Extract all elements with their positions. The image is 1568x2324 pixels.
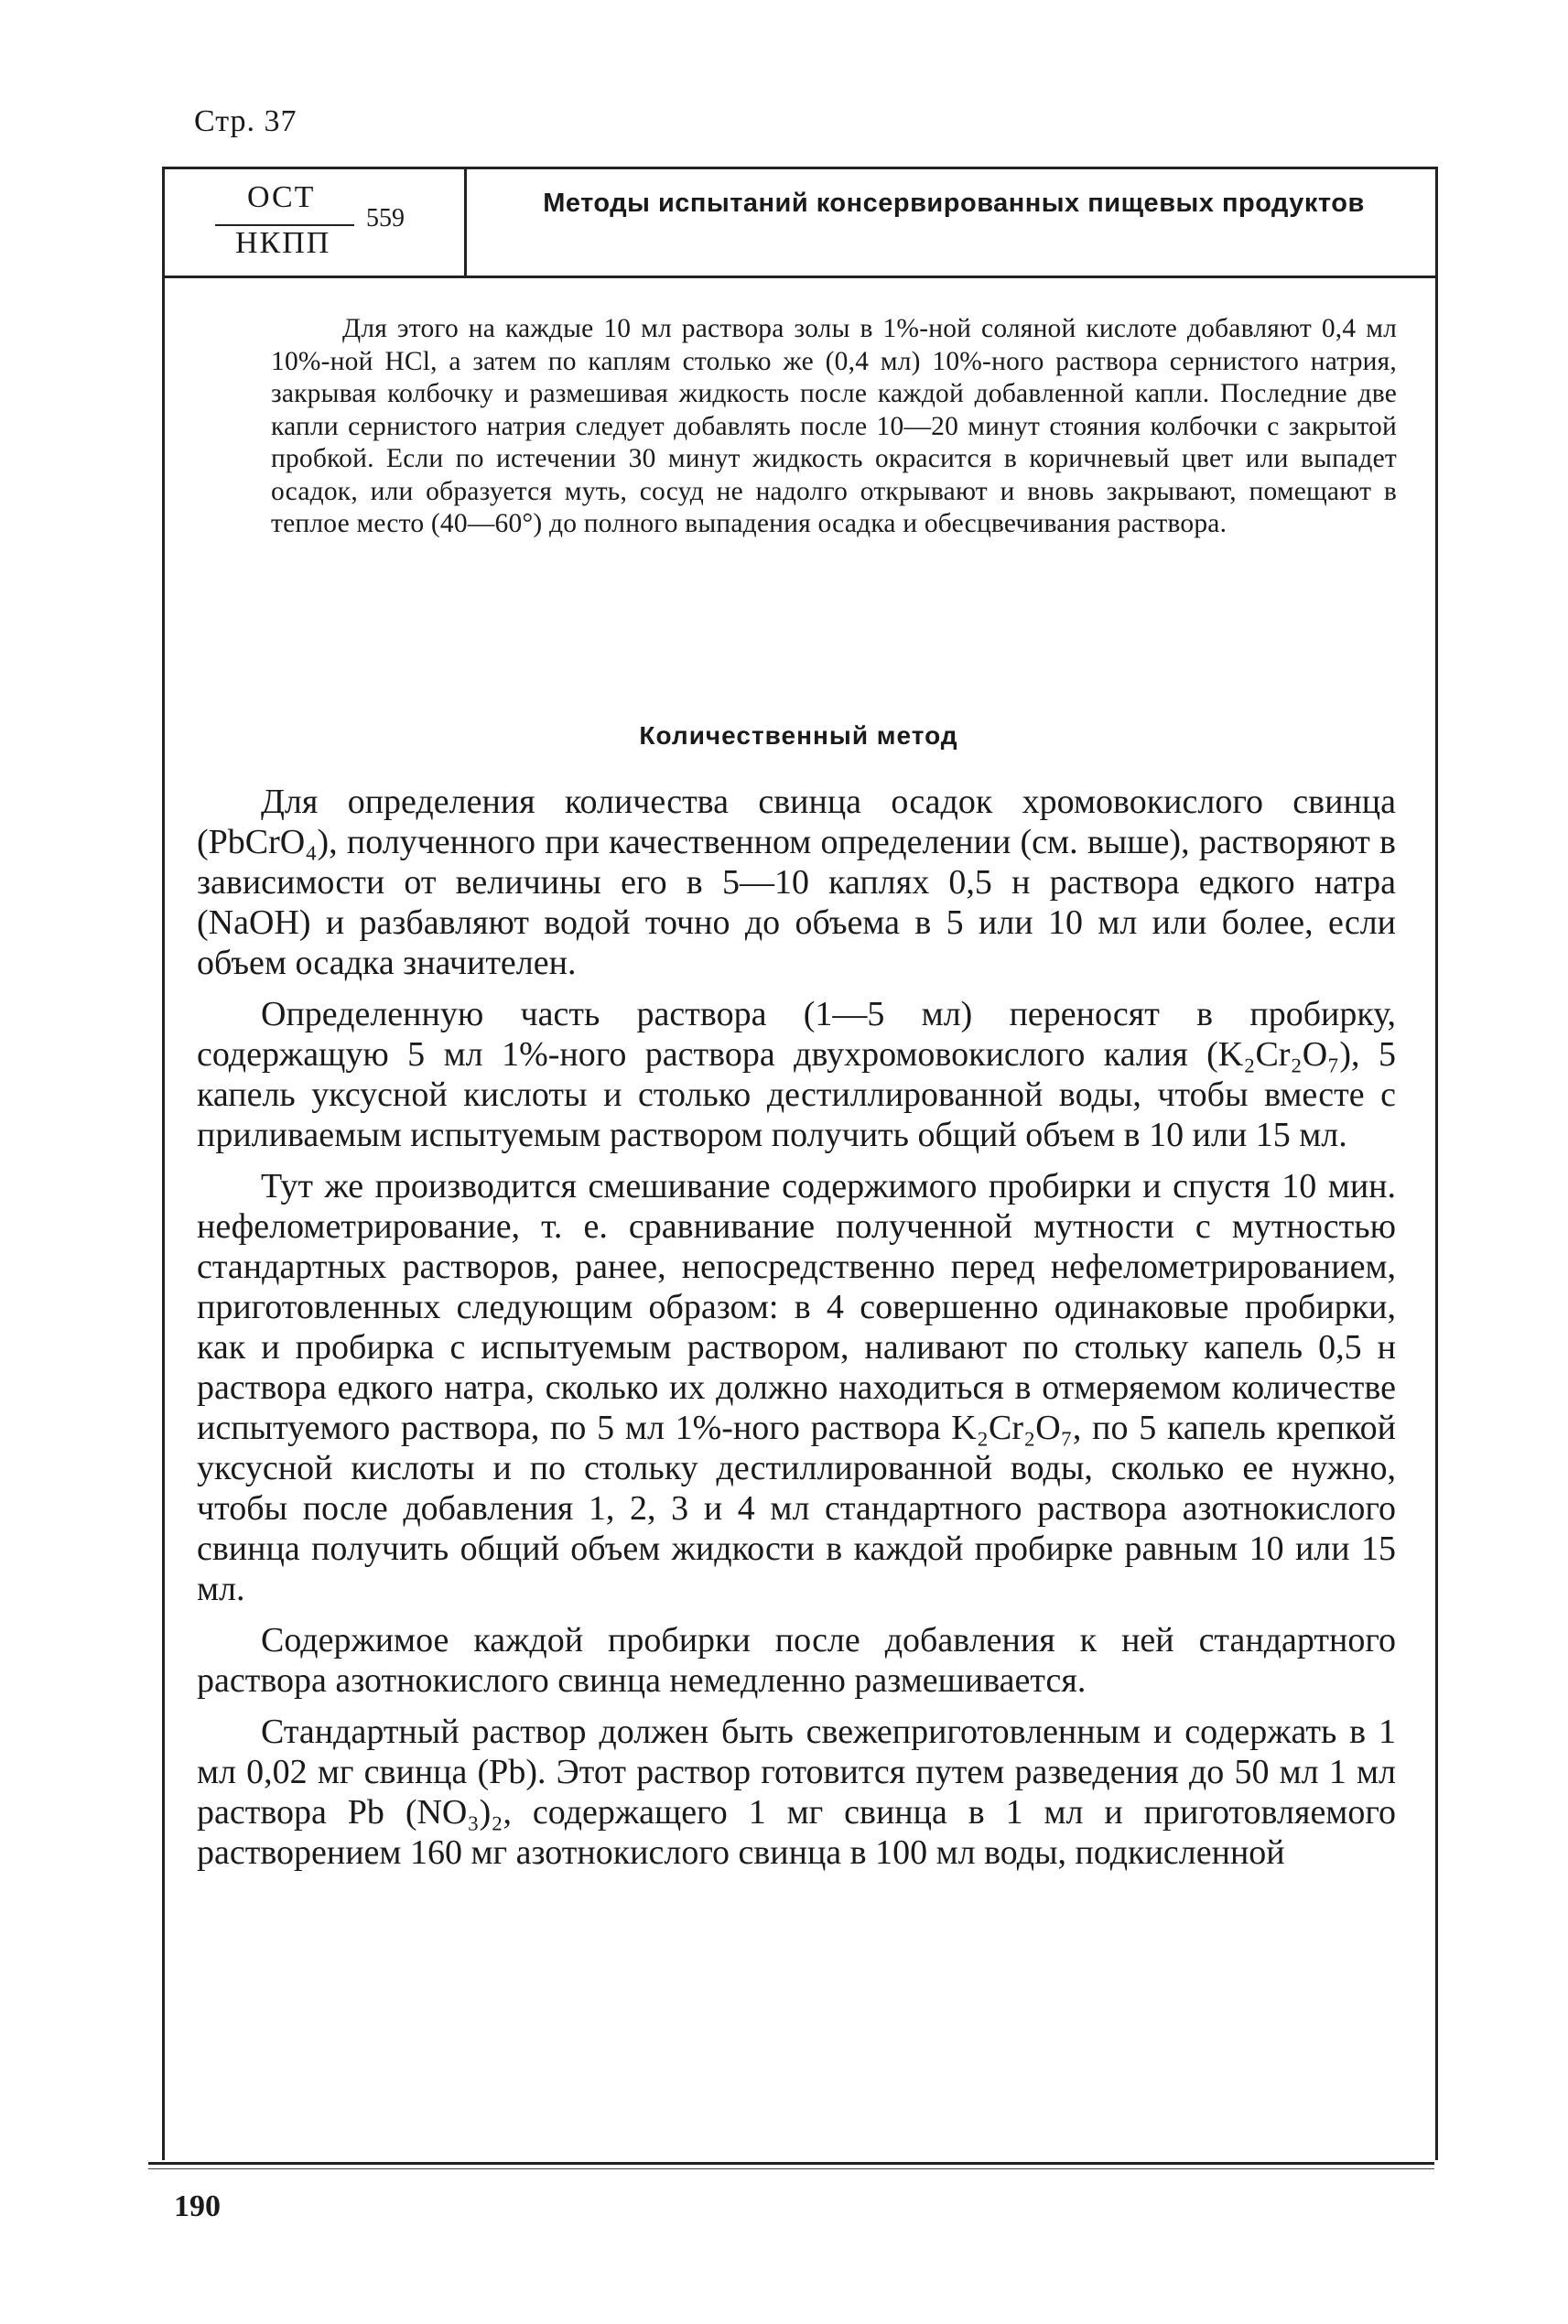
intro-paragraph: Для этого на каждые 10 мл раствора золы в 1%-ной соляной кислоте добавляют 0,4 мл 10%-ной HCl, а затем по каплям столько же (0,4 мл) 10%-ного раствора сернистого натрия, закрывая колбочку и размешивая жидкость после каждой добавленной капли. Последние две капли сернистого натрия следует добавлять после 10—20 минут стояния колбочки с закрытой пробкой. Если по истечении 30 минут жидкость окрасится в коричневый цвет или выпадет осадок, или образуется муть, сосуд не надолго открывают и вновь закрывают, помещают в теплое место (40—60°) до полного выпадения осадка и обесцвечивания раствора.: [271, 314, 1397, 538]
frame-bottom-rule-thin: [148, 2168, 1434, 2169]
paragraph: Определенную часть раствора (1—5 мл) переносят в пробирку, содержащую 5 мл 1%-ного раствора двухромовокислого калия (K₂Cr₂O₇), 5 капель уксусной кислоты и столько дестиллированной воды, чтобы вместе с приливаемым испытуемым раствором получить общий объем в 10 или 15 мл.: [197, 995, 1396, 1154]
main-text: [197, 782, 1396, 1884]
paragraph: Содержимое каждой пробирки после добавления к ней стандартного раствора азотнокислого свинца немедленно размешивается.: [197, 1621, 1396, 1700]
page-number: 190: [174, 2189, 221, 2223]
standard-number: 559: [366, 204, 405, 232]
header-divider: [464, 169, 467, 276]
section-title: Количественный метод: [639, 721, 958, 750]
document-header: [162, 167, 1435, 278]
standard-code-top: ОСТ: [247, 180, 316, 214]
page-label: Стр. 37: [194, 104, 297, 138]
standard-code: [188, 180, 405, 263]
header-title: Методы испытаний консервированных пищевых продуктов: [543, 189, 1365, 218]
frame-bottom-rule: [148, 2162, 1434, 2165]
standard-code-bottom: НКПП: [235, 226, 331, 260]
paragraph: Для определения количества свинца осадок хромовокислого свинца (PbCrO₄), полученного при качественном определении (см. выше), растворяют в зависимости от величины его в 5—10 каплях 0,5 н раствора едкого натра (NaOH) и разбавляют водой точно до объема в 5 или 10 мл или более, если объем осадка значителен.: [197, 783, 1396, 982]
paragraph: Тут же производится смешивание содержимого пробирки и спустя 10 мин. нефелометрирование, т. е. сравнивание полученной мутности с мутностью стандартных растворов, ранее, непосредственно перед нефелометрированием, приготовленных следующим образом: в 4 совершенно одинаковые пробирки, как и пробирка с испытуемым раствором, наливают по стольку капель 0,5 н раствора едкого натра, сколько их должно находиться в отмеряемом количестве испытуемого раствора, по 5 мл 1%-ного раствора K₂Cr₂O₇, по 5 капель крепкой уксусной кислоты и по стольку дестиллированной воды, сколько ее нужно, чтобы после добавления 1, 2, 3 и 4 мл стандартного раствора азотнокислого свинца получить общий объем жидкости в каждой пробирке равным 10 или 15 мл.: [197, 1167, 1396, 1608]
paragraph: Стандартный раствор должен быть свежеприготовленным и содержать в 1 мл 0,02 мг свинца (Pb). Этот раствор готовится путем разведения до 50 мл 1 мл раствора Pb (NO₃)₂, содержащего 1 мг свинца в 1 мл и приготовляемого растворением 160 мг азотнокислого свинца в 100 мл воды, подкисленной: [197, 1713, 1396, 1872]
